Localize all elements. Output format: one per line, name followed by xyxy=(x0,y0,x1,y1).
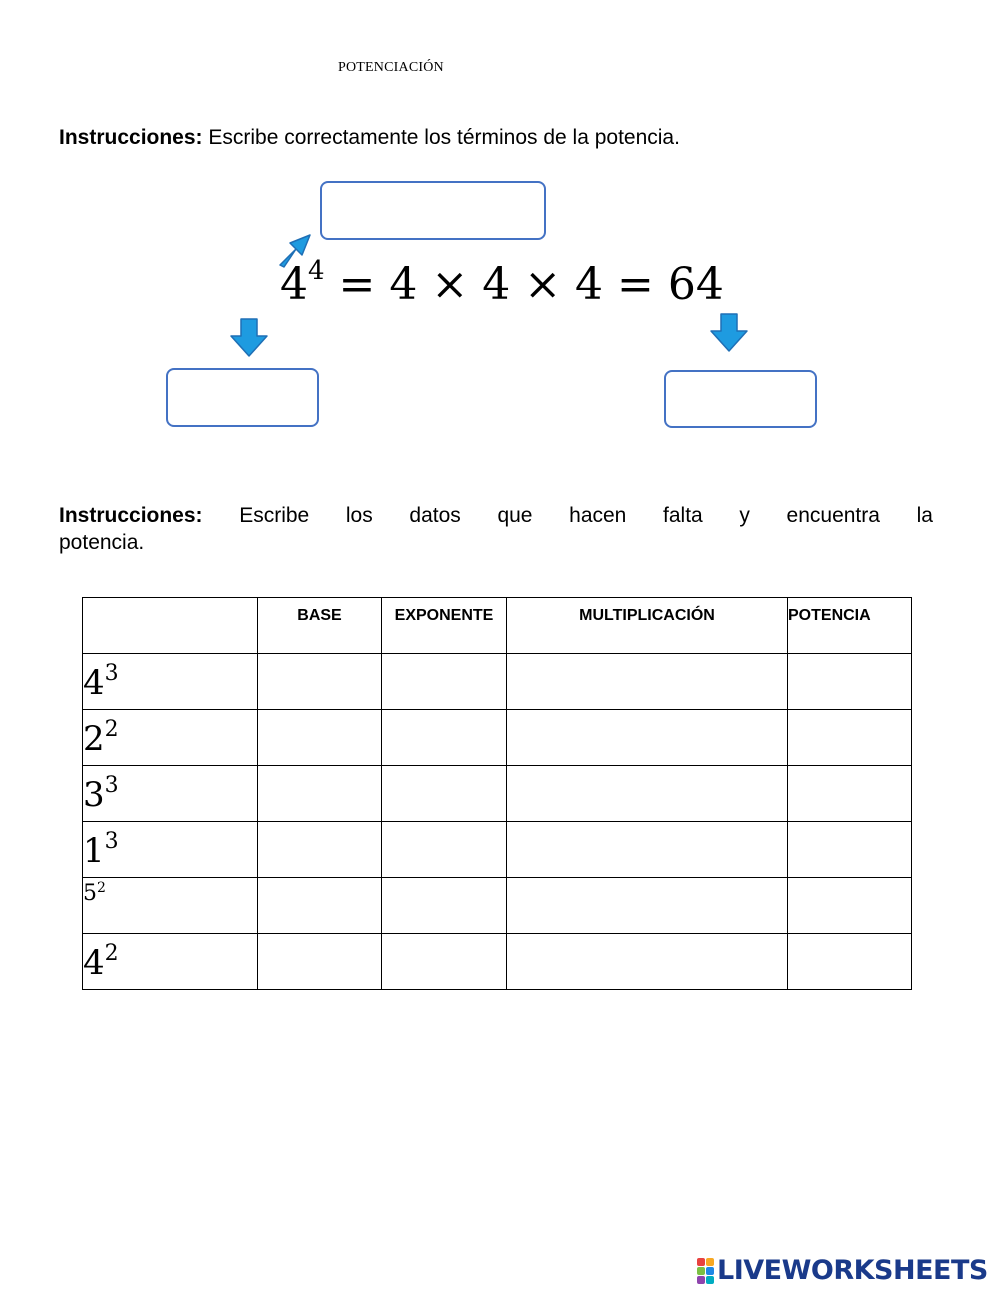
header-empty xyxy=(83,598,258,654)
table-row xyxy=(83,822,912,878)
base-cell[interactable] xyxy=(258,822,382,878)
exponent-cell[interactable] xyxy=(382,822,507,878)
arrow-down-left-icon xyxy=(229,318,269,358)
exponent-cell[interactable] xyxy=(382,654,507,710)
instructions-1-label: Instrucciones: xyxy=(59,126,203,149)
expr-base: 4 xyxy=(83,662,105,703)
instructions-1 xyxy=(59,124,680,151)
power-cell[interactable] xyxy=(788,654,912,710)
base-cell[interactable] xyxy=(258,934,382,990)
liveworksheets-logo xyxy=(697,1255,988,1286)
logo-blocks-icon xyxy=(697,1258,714,1284)
expr-exponent: 3 xyxy=(104,772,119,798)
header-power: POTENCIA xyxy=(788,598,912,654)
base-answer-box[interactable] xyxy=(166,368,319,427)
power-cell[interactable] xyxy=(788,822,912,878)
equation-exponent: 4 xyxy=(308,256,325,286)
expr-base: 2 xyxy=(83,718,105,759)
power-equation xyxy=(280,256,724,310)
expr-exponent: 3 xyxy=(104,828,119,854)
power-expression xyxy=(83,822,258,878)
arrow-down-right-icon xyxy=(709,313,749,353)
powers-table xyxy=(82,597,912,990)
multiplication-cell[interactable] xyxy=(507,878,788,934)
base-cell[interactable] xyxy=(258,654,382,710)
logo-block xyxy=(697,1276,705,1284)
multiplication-cell[interactable] xyxy=(507,822,788,878)
multiplication-cell[interactable] xyxy=(507,766,788,822)
instructions-2-label: Instrucciones: xyxy=(59,504,203,527)
exponent-cell[interactable] xyxy=(382,878,507,934)
expr-base: 1 xyxy=(83,830,105,871)
header-multiplication: MULTIPLICACIÓN xyxy=(507,598,788,654)
instr-word: los xyxy=(345,504,373,527)
power-cell[interactable] xyxy=(788,878,912,934)
exponent-answer-box[interactable] xyxy=(320,181,546,240)
instr-word: que xyxy=(497,504,533,527)
instr-word: Escribe xyxy=(239,504,310,527)
power-answer-box[interactable] xyxy=(664,370,817,428)
instructions-2-line2: potencia. xyxy=(59,531,145,554)
instr-word: datos xyxy=(409,504,461,527)
logo-block xyxy=(706,1276,714,1284)
exponent-cell[interactable] xyxy=(382,934,507,990)
base-cell[interactable] xyxy=(258,710,382,766)
instructions-2-line1 xyxy=(59,502,933,529)
base-cell[interactable] xyxy=(258,878,382,934)
equation-expansion: = 4 × 4 × 4 = 64 xyxy=(324,259,724,310)
table-row xyxy=(83,878,912,934)
instructions-1-text: Escribe correctamente los términos de la potencia. xyxy=(208,126,680,149)
instr-word: y xyxy=(739,504,750,527)
expr-exponent: 2 xyxy=(97,880,106,896)
instr-word: la xyxy=(916,504,933,527)
header-exponent: EXPONENTE xyxy=(382,598,507,654)
equation-base: 4 xyxy=(280,259,308,310)
instr-word: encuentra xyxy=(786,504,880,527)
table-row xyxy=(83,766,912,822)
table-header-row xyxy=(83,598,912,654)
power-cell[interactable] xyxy=(788,766,912,822)
power-cell[interactable] xyxy=(788,934,912,990)
exponent-cell[interactable] xyxy=(382,710,507,766)
table-row xyxy=(83,710,912,766)
expr-exponent: 2 xyxy=(104,940,119,966)
logo-block xyxy=(697,1258,705,1266)
power-expression xyxy=(83,654,258,710)
instr-word: hacen xyxy=(569,504,627,527)
expr-base: 3 xyxy=(83,774,105,815)
expr-base: 5 xyxy=(83,881,97,906)
power-expression xyxy=(83,878,258,934)
power-expression xyxy=(83,934,258,990)
power-expression xyxy=(83,710,258,766)
multiplication-cell[interactable] xyxy=(507,934,788,990)
base-cell[interactable] xyxy=(258,766,382,822)
power-cell[interactable] xyxy=(788,710,912,766)
page-title: POTENCIACIÓN xyxy=(338,60,444,75)
exponent-cell[interactable] xyxy=(382,766,507,822)
instructions-2 xyxy=(59,502,933,556)
logo-block xyxy=(697,1267,705,1275)
table-row xyxy=(83,654,912,710)
multiplication-cell[interactable] xyxy=(507,710,788,766)
power-expression xyxy=(83,766,258,822)
expr-exponent: 2 xyxy=(104,716,119,742)
expr-base: 4 xyxy=(83,942,105,983)
logo-block xyxy=(706,1258,714,1266)
logo-text: LIVEWORKSHEETS xyxy=(717,1255,988,1286)
logo-block xyxy=(706,1267,714,1275)
multiplication-cell[interactable] xyxy=(507,654,788,710)
table-row xyxy=(83,934,912,990)
instr-word: falta xyxy=(663,504,703,527)
expr-exponent: 3 xyxy=(104,660,119,686)
header-base: BASE xyxy=(258,598,382,654)
